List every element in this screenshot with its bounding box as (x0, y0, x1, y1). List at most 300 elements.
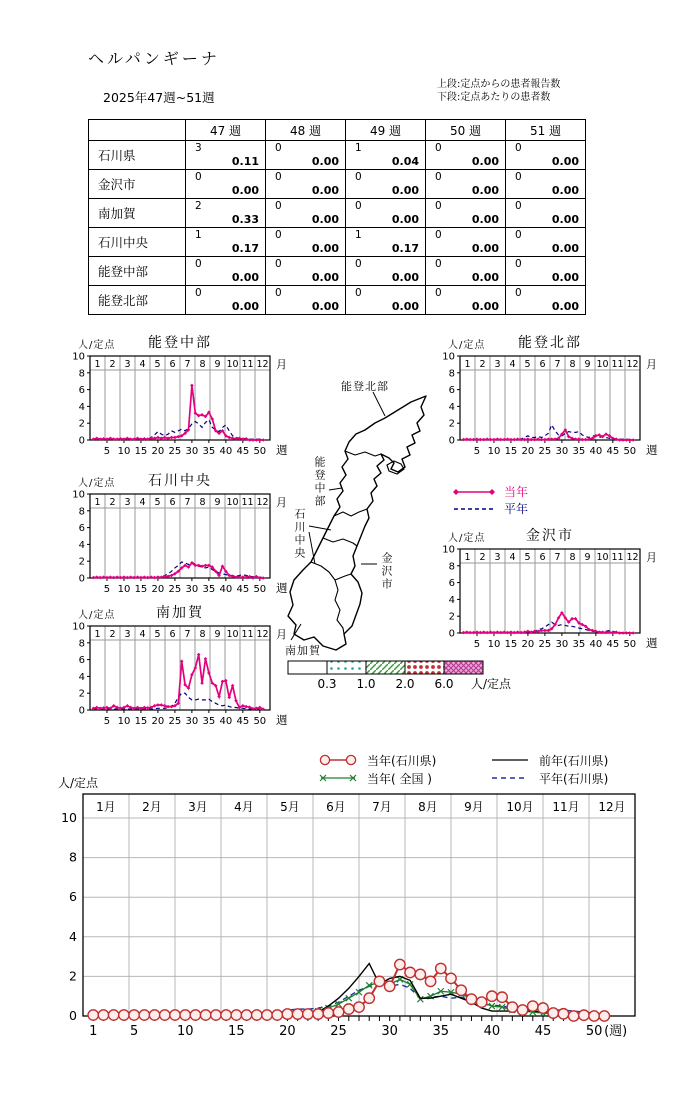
region-chart-ishikawa_chuo (56, 474, 296, 596)
svg-text:12: 12 (626, 359, 639, 370)
patient-count: 0 (275, 171, 282, 183)
svg-text:5: 5 (154, 629, 161, 640)
svg-text:2: 2 (69, 968, 77, 984)
table-cell (426, 199, 506, 228)
svg-text:4: 4 (139, 629, 146, 640)
svg-text:45: 45 (236, 584, 250, 595)
svg-text:6: 6 (78, 655, 85, 667)
table-header (89, 120, 586, 141)
table-note-line1: 上段:定点からの患者報告数 (437, 79, 561, 90)
region-name: 能登中部 (89, 257, 186, 286)
border-chuo-kanazawa (323, 538, 357, 546)
svg-text:0: 0 (69, 1008, 77, 1023)
svg-text:10: 10 (117, 446, 131, 457)
svg-text:2: 2 (448, 418, 455, 430)
border-chubu-chuo (334, 509, 367, 516)
week-header: 48 週 (266, 120, 346, 141)
svg-text:35: 35 (432, 1024, 450, 1039)
svg-text:9: 9 (584, 552, 591, 563)
svg-text:8: 8 (78, 506, 85, 518)
svg-text:8: 8 (199, 497, 206, 508)
table-corner-cell (89, 120, 186, 141)
svg-text:4月: 4月 (234, 800, 254, 814)
series-line (93, 655, 263, 710)
svg-text:35: 35 (572, 639, 586, 650)
legend-tonen-label: 当年 (504, 485, 529, 499)
map-label-kanazawa: 金沢市 (380, 552, 393, 591)
svg-text:5: 5 (103, 716, 111, 727)
svg-text:35: 35 (202, 584, 216, 595)
svg-text:6: 6 (169, 359, 176, 370)
table-note-line2: 下段:定点あたりの患者数 (437, 92, 551, 103)
table-row (89, 199, 586, 228)
patient-rate: 0.33 (231, 213, 259, 226)
patient-count: 0 (435, 258, 442, 270)
prefecture-outline (288, 396, 426, 650)
table-cell (506, 170, 586, 199)
svg-text:10: 10 (117, 584, 131, 595)
svg-text:25: 25 (330, 1024, 347, 1039)
heinen-line-sample (452, 504, 496, 514)
patient-rate: 0.17 (391, 242, 419, 255)
patient-count: 0 (355, 200, 362, 212)
patient-count: 0 (515, 287, 522, 299)
svg-text:30: 30 (185, 716, 199, 727)
svg-text:12: 12 (256, 629, 269, 640)
table-cell (426, 286, 506, 315)
svg-text:8: 8 (78, 638, 85, 650)
svg-text:0: 0 (448, 435, 455, 447)
svg-text:8: 8 (448, 368, 455, 380)
table-cell (266, 199, 346, 228)
svg-text:1月: 1月 (96, 800, 116, 814)
table-cell (186, 199, 266, 228)
svg-text:25: 25 (168, 584, 182, 595)
svg-text:12: 12 (256, 497, 269, 508)
svg-text:8: 8 (69, 849, 77, 865)
svg-text:1: 1 (94, 359, 101, 370)
svg-text:20: 20 (279, 1024, 296, 1039)
svg-text:2: 2 (448, 611, 455, 623)
svg-text:40: 40 (219, 584, 233, 595)
svg-text:30: 30 (555, 446, 569, 457)
patient-count: 0 (195, 258, 202, 270)
scale-seg-4 (444, 661, 483, 674)
svg-text:11: 11 (611, 359, 624, 370)
svg-text:11: 11 (241, 359, 254, 370)
svg-text:35: 35 (202, 716, 216, 727)
patient-count: 1 (355, 229, 362, 241)
patient-count: 0 (515, 200, 522, 212)
svg-text:2: 2 (479, 359, 486, 370)
patient-rate: 0.17 (231, 242, 259, 255)
patient-count: 0 (515, 142, 522, 154)
scale-bar-svg (286, 658, 546, 691)
svg-text:15: 15 (228, 1024, 245, 1039)
week-axis-label: 週 (646, 636, 658, 650)
svg-text:6: 6 (539, 552, 546, 563)
chart-title: 能登北部 (518, 335, 582, 351)
table-cell (346, 141, 426, 170)
legend-heinen-ishikawa (490, 770, 662, 787)
scale-seg-2 (366, 661, 405, 674)
zennen-sample (490, 753, 530, 767)
table-cell (506, 286, 586, 315)
scale-seg-0 (288, 661, 327, 674)
svg-text:6: 6 (169, 497, 176, 508)
svg-text:30: 30 (381, 1024, 398, 1039)
patient-rate: 0.00 (311, 242, 339, 255)
svg-text:4: 4 (78, 671, 85, 683)
table-cell (506, 257, 586, 286)
svg-text:5: 5 (524, 552, 531, 563)
table-cell (266, 257, 346, 286)
region-chart-noto_chubu (56, 336, 296, 458)
patient-count: 0 (435, 229, 442, 241)
svg-text:3: 3 (124, 629, 131, 640)
table-cell (186, 257, 266, 286)
patient-count: 0 (435, 287, 442, 299)
report-period: 2025年47週~51週 (103, 90, 215, 105)
patient-rate: 0.00 (391, 271, 419, 284)
svg-text:7: 7 (184, 629, 191, 640)
svg-text:5: 5 (154, 497, 161, 508)
svg-text:10: 10 (442, 544, 455, 556)
table-cell (186, 170, 266, 199)
table-row (89, 141, 586, 170)
svg-text:40: 40 (589, 639, 603, 650)
svg-text:10: 10 (596, 552, 609, 563)
weekly-report-table (88, 119, 586, 315)
chart-svg-noto_hokubu (426, 348, 666, 460)
svg-text:2: 2 (479, 552, 486, 563)
svg-text:2月: 2月 (142, 800, 162, 814)
svg-text:50: 50 (253, 716, 267, 727)
region-name: 金沢市 (89, 170, 186, 199)
patient-count: 0 (195, 171, 202, 183)
svg-text:0: 0 (78, 705, 85, 717)
patient-count: 1 (355, 142, 362, 154)
svg-text:12月: 12月 (598, 800, 626, 814)
svg-text:8月: 8月 (418, 800, 438, 814)
table-row (89, 257, 586, 286)
svg-text:8: 8 (78, 368, 85, 380)
chart-title: 能登中部 (148, 335, 212, 351)
svg-text:5: 5 (473, 446, 481, 457)
patient-count: 0 (195, 287, 202, 299)
table-cell (426, 170, 506, 199)
svg-text:11月: 11月 (552, 800, 580, 814)
svg-text:6: 6 (169, 629, 176, 640)
svg-text:6: 6 (78, 385, 85, 397)
ishikawa-map (285, 368, 435, 660)
svg-text:6: 6 (539, 359, 546, 370)
patient-count: 3 (195, 142, 202, 154)
week-header: 51 週 (506, 120, 586, 141)
map-label-ishikawa-chuo: 石川中央 (293, 508, 306, 560)
svg-text:15: 15 (134, 446, 148, 457)
svg-text:1: 1 (89, 1024, 98, 1039)
week-header: 47 週 (186, 120, 266, 141)
main-chart-unit-label: 人/定点 (58, 776, 99, 790)
svg-text:2: 2 (109, 497, 116, 508)
patient-rate: 0.00 (391, 184, 419, 197)
legend-heinen-label: 平年 (504, 502, 529, 516)
patient-count: 0 (355, 171, 362, 183)
patient-count: 0 (275, 142, 282, 154)
svg-text:3月: 3月 (188, 800, 208, 814)
svg-text:45: 45 (606, 446, 620, 457)
patient-rate: 0.00 (551, 184, 579, 197)
svg-text:6: 6 (448, 385, 455, 397)
svg-text:10: 10 (226, 629, 239, 640)
legend-label-tonen-ishikawa: 当年(石川県) (367, 753, 437, 768)
svg-text:0: 0 (78, 435, 85, 447)
region-name: 能登北部 (89, 286, 186, 315)
svg-text:50: 50 (253, 446, 267, 457)
region-chart-minami_kaga (56, 606, 296, 728)
chart-unit-label: 人/定点 (448, 340, 486, 351)
patient-rate: 0.00 (391, 213, 419, 226)
svg-text:3: 3 (124, 359, 131, 370)
svg-text:8: 8 (569, 552, 576, 563)
svg-text:10: 10 (226, 359, 239, 370)
map-label-noto-hokubu: 能登北部 (341, 380, 389, 393)
svg-text:6月: 6月 (326, 800, 346, 814)
svg-text:5: 5 (473, 639, 481, 650)
scale-label-2.0: 2.0 (395, 677, 415, 691)
series-line (93, 385, 263, 440)
svg-text:20: 20 (151, 584, 165, 595)
svg-text:11: 11 (611, 552, 624, 563)
svg-text:11: 11 (241, 629, 254, 640)
table-note (437, 78, 560, 104)
chart-svg-minami_kaga (56, 618, 296, 730)
patient-count: 0 (435, 142, 442, 154)
svg-text:35: 35 (572, 446, 586, 457)
week-axis-suffix: (週) (604, 1024, 628, 1039)
patient-rate: 0.00 (551, 300, 579, 313)
week-axis-label: 週 (646, 443, 658, 457)
svg-text:10月: 10月 (506, 800, 534, 814)
svg-text:45: 45 (606, 639, 620, 650)
patient-count: 0 (275, 287, 282, 299)
chart-unit-label: 人/定点 (78, 610, 116, 621)
patient-count: 0 (515, 171, 522, 183)
region-chart-kanazawa (426, 529, 666, 651)
patient-rate: 0.00 (231, 184, 259, 197)
scale-label-0.3: 0.3 (317, 677, 337, 691)
svg-text:1: 1 (464, 359, 471, 370)
svg-text:4: 4 (448, 401, 455, 413)
svg-text:8: 8 (448, 561, 455, 573)
svg-text:1: 1 (94, 497, 101, 508)
svg-text:2: 2 (78, 556, 85, 568)
svg-text:1: 1 (464, 552, 471, 563)
table-cell (266, 286, 346, 315)
table-cell (266, 141, 346, 170)
month-axis-label: 月 (276, 496, 287, 509)
week-axis-label: 週 (276, 713, 288, 727)
table-row (89, 228, 586, 257)
svg-text:7月: 7月 (372, 800, 392, 814)
patient-count: 0 (515, 258, 522, 270)
svg-text:10: 10 (487, 639, 501, 650)
patient-count: 0 (275, 258, 282, 270)
patient-rate: 0.00 (471, 300, 499, 313)
svg-text:10: 10 (487, 446, 501, 457)
svg-text:30: 30 (185, 446, 199, 457)
svg-text:4: 4 (139, 359, 146, 370)
patient-rate: 0.00 (231, 300, 259, 313)
svg-text:20: 20 (151, 716, 165, 727)
patient-count: 1 (195, 229, 202, 241)
svg-text:8: 8 (199, 359, 206, 370)
patient-count: 0 (435, 171, 442, 183)
svg-text:0: 0 (78, 573, 85, 585)
table-cell (266, 228, 346, 257)
svg-text:9: 9 (214, 497, 221, 508)
map-label-noto-chubu: 能登中部 (313, 456, 326, 508)
patient-count: 0 (515, 229, 522, 241)
table-row (89, 170, 586, 199)
svg-text:6: 6 (69, 889, 77, 905)
patient-count: 0 (355, 287, 362, 299)
svg-text:15: 15 (134, 584, 148, 595)
svg-text:5: 5 (154, 359, 161, 370)
border-hokubu-chubu (345, 451, 381, 456)
svg-text:10: 10 (72, 351, 85, 363)
svg-text:12: 12 (626, 552, 639, 563)
region-name: 石川中央 (89, 228, 186, 257)
svg-text:1: 1 (94, 629, 101, 640)
svg-text:2: 2 (78, 688, 85, 700)
svg-text:9: 9 (584, 359, 591, 370)
table-cell (506, 199, 586, 228)
patient-rate: 0.00 (471, 213, 499, 226)
svg-text:12: 12 (256, 359, 269, 370)
svg-text:3: 3 (494, 552, 501, 563)
page-title: ヘルパンギーナ (88, 49, 220, 68)
legend-label-zennen-ishikawa: 前年(石川県) (539, 753, 609, 768)
map-label-minami-kaga: 南加賀 (285, 644, 321, 657)
patient-count: 0 (435, 200, 442, 212)
svg-text:50: 50 (623, 446, 637, 457)
svg-text:4: 4 (448, 594, 455, 606)
svg-text:10: 10 (596, 359, 609, 370)
svg-text:10: 10 (61, 810, 77, 825)
patient-rate: 0.00 (311, 213, 339, 226)
heinen-main-sample (490, 771, 530, 785)
region-name: 南加賀 (89, 199, 186, 228)
svg-text:15: 15 (134, 716, 148, 727)
svg-text:4: 4 (78, 401, 85, 413)
svg-text:4: 4 (78, 539, 85, 551)
svg-text:2: 2 (109, 359, 116, 370)
svg-text:20: 20 (521, 446, 535, 457)
scale-unit-label: 人/定点 (471, 677, 512, 691)
chart-title: 金沢市 (526, 528, 574, 544)
patient-rate: 0.00 (311, 300, 339, 313)
patient-count: 0 (355, 258, 362, 270)
week-header: 49 週 (346, 120, 426, 141)
intensity-scale-bar (286, 658, 546, 695)
svg-text:40: 40 (219, 716, 233, 727)
svg-text:8: 8 (569, 359, 576, 370)
chart-title: 南加賀 (156, 605, 204, 621)
table-cell (346, 228, 426, 257)
svg-text:10: 10 (442, 351, 455, 363)
scale-label-1.0: 1.0 (356, 677, 376, 691)
svg-text:35: 35 (202, 446, 216, 457)
tonen-line-sample (452, 487, 496, 497)
patient-rate: 0.00 (311, 184, 339, 197)
legend-zennen-ishikawa (490, 752, 662, 769)
border-kanazawa-kaga (311, 562, 344, 634)
svg-text:40: 40 (483, 1024, 501, 1039)
legend-row-tonen (452, 483, 528, 500)
svg-text:15: 15 (504, 446, 518, 457)
svg-text:25: 25 (168, 446, 182, 457)
svg-text:2: 2 (78, 418, 85, 430)
tonen-ishikawa-sample (318, 753, 358, 767)
svg-text:4: 4 (139, 497, 146, 508)
region-name: 石川県 (89, 141, 186, 170)
svg-text:3: 3 (494, 359, 501, 370)
svg-text:5月: 5月 (280, 800, 300, 814)
month-axis-label: 月 (276, 358, 287, 371)
leader-noto-chubu (329, 488, 342, 490)
scale-seg-3 (405, 661, 444, 674)
svg-text:20: 20 (151, 446, 165, 457)
svg-text:7: 7 (554, 552, 561, 563)
svg-text:7: 7 (554, 359, 561, 370)
patient-rate: 0.00 (311, 155, 339, 168)
table-cell (346, 257, 426, 286)
legend-label-heinen-ishikawa: 平年(石川県) (539, 771, 609, 786)
svg-text:10: 10 (176, 1024, 194, 1039)
patient-rate: 0.11 (231, 155, 259, 168)
legend-row-heinen (452, 500, 528, 517)
svg-text:40: 40 (589, 446, 603, 457)
table-cell (186, 286, 266, 315)
table-cell (346, 199, 426, 228)
patient-rate: 0.00 (551, 271, 579, 284)
svg-text:45: 45 (236, 446, 250, 457)
svg-text:30: 30 (555, 639, 569, 650)
svg-text:9: 9 (214, 629, 221, 640)
leader-noto-hokubu (373, 392, 385, 416)
patient-rate: 0.00 (391, 300, 419, 313)
svg-text:8: 8 (199, 629, 206, 640)
week-axis-label: 週 (276, 581, 288, 595)
patient-rate: 0.00 (231, 271, 259, 284)
main-chart-svg (30, 792, 695, 1060)
svg-text:4: 4 (509, 359, 516, 370)
svg-text:2: 2 (109, 629, 116, 640)
svg-text:45: 45 (236, 716, 250, 727)
svg-text:5: 5 (524, 359, 531, 370)
table-cell (426, 228, 506, 257)
svg-text:6: 6 (78, 523, 85, 535)
legend-tonen-zenkoku (318, 770, 490, 787)
main-chart-legend (318, 751, 662, 787)
chart-svg-noto_chubu (56, 348, 296, 460)
svg-text:50: 50 (253, 584, 267, 595)
svg-text:10: 10 (72, 489, 85, 501)
month-axis-label: 月 (646, 358, 657, 371)
svg-text:9: 9 (214, 359, 221, 370)
